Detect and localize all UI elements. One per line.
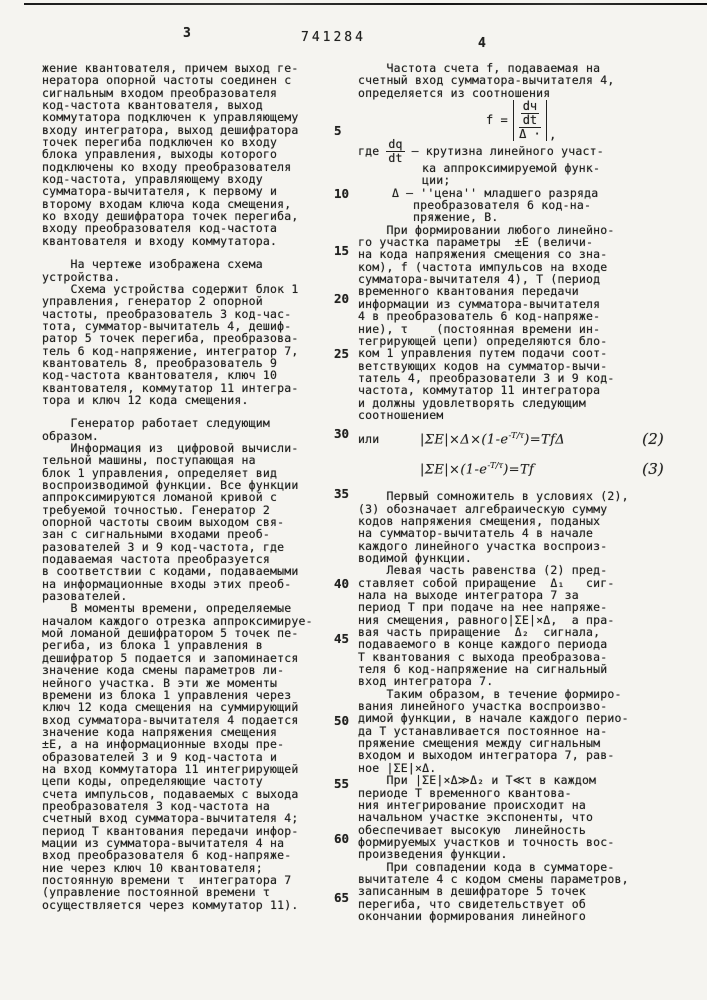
fraction bbox=[519, 98, 541, 141]
absolute-value-bars bbox=[513, 100, 547, 141]
text-line: блока управления, выходы которого bbox=[42, 147, 278, 162]
text-line: ния смещения, равного|ΣЕ|×Δ, а пра- bbox=[358, 612, 615, 627]
text-line: В моменты времени, определяемые bbox=[42, 601, 292, 616]
gutter-line-number: 25 bbox=[334, 346, 350, 361]
text-line: тора и ключ 12 кода смещения. bbox=[42, 392, 249, 407]
gutter-line-number: 45 bbox=[334, 631, 350, 646]
definition-text: крутизна линейного участ- bbox=[425, 144, 604, 159]
equation-tail: )=TfΔ bbox=[524, 432, 566, 448]
text-line: вая часть приращение Δ₂ сигнала, bbox=[358, 625, 601, 640]
text-line: воспроизводимой функции. Все функции bbox=[42, 478, 299, 492]
equation-number: (3) bbox=[642, 459, 664, 478]
text-line: вычитателе 4 с кодом смены параметров, bbox=[358, 871, 629, 886]
text-line: ние через ключ 10 квантователя; bbox=[42, 860, 263, 875]
equation-exponent: -T/τ bbox=[508, 431, 525, 442]
text-line: началом каждого отрезка аппроксимируе- bbox=[42, 613, 313, 628]
equation-factor: ×Δ×(1-e bbox=[449, 432, 509, 448]
text-line: окончании формирования линейного bbox=[358, 908, 586, 923]
text-line: перегиба, что свидетельствует об bbox=[358, 896, 586, 911]
text-line: значение кода смены параметров ли- bbox=[42, 663, 285, 678]
left-column-page-number: 3 bbox=[183, 26, 191, 41]
text-line: определяется из соотношения bbox=[358, 85, 551, 100]
text-line: вход интегратора 7. bbox=[358, 674, 494, 689]
text-line: разователей. bbox=[42, 589, 128, 604]
text-line: произведения функции. bbox=[358, 847, 508, 862]
text-line: Генератор работает следующим bbox=[42, 416, 270, 431]
formula-lhs: f = bbox=[486, 112, 508, 127]
page-top-rule bbox=[24, 3, 707, 5]
text-line: На чертеже изображена схема bbox=[42, 257, 263, 272]
text-line: входу преобразователя код-частота bbox=[42, 221, 278, 236]
fraction-numerator: dч bbox=[522, 98, 538, 113]
text-line: преобразователя 6 код-на- bbox=[413, 198, 592, 213]
text-line: начальном участке экспоненты, что bbox=[358, 810, 594, 825]
text-line: подаваемая частота преобразуется bbox=[42, 552, 270, 567]
text-line: ком 1 управления путем подачи соот- bbox=[358, 346, 608, 361]
right-column-page-number: 4 bbox=[478, 36, 486, 51]
fraction-numerator: dq bbox=[388, 137, 403, 152]
text-line: точек перегиба подключен ко входу bbox=[42, 135, 278, 150]
text-line: подаваемого в конце каждого периода bbox=[358, 637, 608, 652]
text-line: счетный вход сумматора-вычитателя 4; bbox=[42, 811, 299, 826]
text-line: период Т квантования передачи инфор- bbox=[42, 823, 299, 838]
equation-number: (2) bbox=[642, 429, 664, 448]
text-line: Информация из цифровой вычисли- bbox=[42, 440, 299, 455]
text-line: цепи коды, определяющие частоту bbox=[42, 774, 263, 789]
text-line: вход преобразователя 6 код-напряже- bbox=[42, 848, 292, 863]
equations-block bbox=[358, 426, 690, 481]
text-line: разователей 3 и 9 код-частота, где bbox=[42, 539, 285, 554]
text-line: региба, из блока 1 управления в bbox=[42, 638, 263, 653]
equation-body bbox=[420, 430, 565, 447]
text-line: сумматора-вычитателя, к первому и bbox=[42, 184, 278, 199]
text-line: го участка параметры ±Е (величи- bbox=[358, 235, 594, 250]
text-line: периоде Т временного квантова- bbox=[358, 785, 572, 800]
gutter-line-number: 20 bbox=[334, 291, 350, 306]
text-line: формируемых участков и точность вос- bbox=[358, 834, 615, 849]
text-line: подключены ко входу преобразователя bbox=[42, 159, 292, 174]
text-line: При формировании любого линейно- bbox=[358, 222, 615, 237]
text-line: опорной частоты своим выходом свя- bbox=[42, 515, 285, 530]
text-line: частота, коммутатор 11 интегратора bbox=[358, 383, 601, 398]
text-line: блок 1 управления, определяет вид bbox=[42, 465, 278, 480]
definition-row-dqdt bbox=[358, 137, 690, 166]
text-line: аппроксимируются ломаной кривой с bbox=[42, 490, 278, 505]
text-line: тель 6 код-напряжение, интегратор 7, bbox=[42, 343, 299, 358]
text-line: ратор 5 точек перегиба, преобразова- bbox=[42, 331, 299, 346]
gutter-line-number: 30 bbox=[334, 426, 350, 441]
text-line: ключ 12 кода смещения на суммирующий bbox=[42, 700, 299, 715]
text-line: При совпадении кода в сумматоре- bbox=[358, 859, 615, 874]
equation-tail: )=Tf bbox=[503, 462, 535, 478]
gutter-line-number: 60 bbox=[334, 831, 350, 846]
text-line: информации из сумматора-вычитателя bbox=[358, 296, 601, 311]
text-line: ком), f (частота импульсов на входе bbox=[358, 259, 608, 274]
gutter-line-number: 40 bbox=[334, 576, 350, 591]
text-line: квантователя и входу коммутатора. bbox=[42, 233, 278, 248]
formula-count-frequency bbox=[358, 99, 690, 141]
equation-3 bbox=[358, 456, 690, 481]
text-line: счета импульсов, подаваемых с выхода bbox=[42, 786, 299, 801]
equation-body bbox=[420, 460, 534, 477]
text-line: сумматора-вычитателя 4), Т (период bbox=[358, 272, 601, 287]
gutter-line-number: 10 bbox=[334, 186, 350, 201]
text-line: ко входу дешифратора точек перегиба, bbox=[42, 209, 299, 224]
text-line: 4 в преобразователь 6 код-напряже- bbox=[358, 309, 601, 324]
text-line: ветствующих кодов на сумматор-вычи- bbox=[358, 358, 608, 373]
text-line: Левая часть равенства (2) пред- bbox=[358, 563, 608, 578]
definition-text: ''цена'' младшего разряда bbox=[420, 185, 599, 200]
text-line: на сумматор-вычитатель 4 в начале bbox=[358, 526, 594, 541]
definition-dash: — bbox=[411, 144, 419, 159]
text-line: образом. bbox=[42, 428, 99, 443]
text-line: ние), τ (постоянная времени ин- bbox=[358, 321, 601, 336]
text-line: нейного участка. В эти же моменты bbox=[42, 675, 278, 690]
text-line: татель 4, преобразователи 3 и 9 код- bbox=[358, 370, 615, 385]
equation-exponent: -T/τ bbox=[487, 461, 504, 472]
fraction-denominator: dt bbox=[522, 112, 538, 127]
definition-symbol: Δ bbox=[392, 185, 400, 200]
text-line: ка аппроксимируемой функ- bbox=[422, 161, 601, 176]
gutter-line-number: 5 bbox=[334, 123, 342, 138]
text-line: записанным в дешифраторе 5 точек bbox=[358, 884, 586, 899]
text-line: преобразователя 3 код-частота на bbox=[42, 798, 270, 813]
text-line: соотношением bbox=[358, 407, 444, 422]
right-text-column bbox=[358, 62, 690, 922]
patent-number: 741284 bbox=[301, 30, 366, 45]
text-line: нала на выходе интегратора 7 за bbox=[358, 588, 579, 602]
fraction bbox=[521, 98, 539, 127]
text-line: мации из сумматора-вычитателя 4 на bbox=[42, 835, 285, 850]
text-line: пряжение смещения между сигнальным bbox=[358, 736, 601, 751]
text-line: значение кода напряжения смещения bbox=[42, 724, 278, 739]
text-line: ставляет собой приращение Δ₁ сиг- bbox=[358, 575, 615, 590]
text-line: входу интегратора, выход дешифратора bbox=[42, 122, 299, 137]
text-line: управления, генератор 2 опорной bbox=[42, 294, 263, 309]
text-line: Частота счета f, подаваемая на bbox=[358, 61, 601, 75]
gutter-line-number: 15 bbox=[334, 243, 350, 258]
gutter-line-number: 35 bbox=[334, 486, 350, 501]
equation-abs-term: |ΣE| bbox=[420, 432, 450, 448]
gutter-line-number: 50 bbox=[334, 713, 350, 728]
text-line: код-частота квантователя, ключ 10 bbox=[42, 368, 278, 383]
text-line: в соответствии с кодами, подаваемыми bbox=[42, 564, 299, 579]
text-line: (3) обозначает алгебраическую сумму bbox=[358, 501, 608, 516]
text-line: на информационные входы этих преоб- bbox=[42, 576, 292, 591]
text-line: мой ломаной дешифратором 5 точек пе- bbox=[42, 626, 299, 641]
text-line: требуемой точностью. Генератор 2 bbox=[42, 502, 270, 517]
text-line: тота, сумматор-вычитатель 4, дешиф- bbox=[42, 318, 292, 333]
fraction-numerator bbox=[519, 98, 541, 128]
text-line: нератора опорной частоты соединен с bbox=[42, 73, 292, 88]
fraction-denominator: dt bbox=[388, 151, 403, 166]
text-line: входом и выходом интегратора 7, рав- bbox=[358, 748, 615, 763]
text-line: жение квантователя, причем выход ге- bbox=[42, 61, 299, 75]
equation-abs-term: |ΣE| bbox=[420, 462, 450, 478]
text-line: Т квантования с выхода преобразова- bbox=[358, 649, 608, 664]
text-line: период Т при подаче на нее напряже- bbox=[358, 600, 608, 615]
fraction bbox=[386, 139, 404, 164]
text-line: кодов напряжения смещения, поданых bbox=[358, 513, 601, 528]
text-line: тегрирующей цепи) определяются бло- bbox=[358, 333, 608, 348]
text-line: вход сумматора-вычитателя 4 подается bbox=[42, 712, 299, 727]
text-line: счетный вход сумматора-вычитателя 4, bbox=[358, 73, 615, 88]
text-line: зан с сигнальными входами преоб- bbox=[42, 527, 270, 542]
text-line: Таким образом, в течение формиро- bbox=[358, 686, 622, 701]
formula-comma: , bbox=[549, 127, 557, 142]
text-line: квантователь 8, преобразователь 9 bbox=[42, 355, 278, 370]
text-line: ния интегрирование происходит на bbox=[358, 797, 586, 812]
text-line: осуществляется через коммутатор 11). bbox=[42, 897, 299, 912]
text-line: частоты, преобразователь 3 код-час- bbox=[42, 306, 292, 321]
text-line: обеспечивает высокую линейность bbox=[358, 822, 586, 837]
text-line: времени из блока 1 управления через bbox=[42, 687, 292, 702]
text-line: код-частота, управляющему входу bbox=[42, 172, 263, 187]
equation-2 bbox=[358, 426, 690, 451]
left-text-column bbox=[42, 62, 338, 911]
definition-dash: — bbox=[406, 185, 414, 200]
text-line: постоянную времени τ интегратора 7 bbox=[42, 873, 292, 887]
text-line: ное |ΣЕ|×Δ. bbox=[358, 760, 437, 775]
equation-label: или bbox=[358, 431, 380, 446]
text-line: димой функции, в начале каждого перио- bbox=[358, 711, 629, 726]
text-line: устройства. bbox=[42, 269, 121, 284]
text-line: дешифратор 5 подается и запоминается bbox=[42, 650, 299, 665]
equation-factor: ×(1-e bbox=[449, 462, 488, 478]
text-line: на вход коммутатора 11 интегрирующей bbox=[42, 761, 299, 776]
text-line: код-частота квантователя, выход bbox=[42, 98, 263, 113]
text-line: (управление постоянной времени τ bbox=[42, 885, 270, 900]
text-line: квантователя, коммутатор 11 интегра- bbox=[42, 380, 299, 395]
text-line: теля 6 код-напряжение на сигнальный bbox=[358, 662, 608, 677]
text-line: да Т устанавливается постоянное на- bbox=[358, 723, 608, 738]
text-line: и должны удовлетворять следующим bbox=[358, 395, 586, 410]
text-line: временного квантования передачи bbox=[358, 284, 579, 299]
text-line: ции; bbox=[422, 173, 451, 188]
text-line: на кода напряжения смещения со зна- bbox=[358, 247, 608, 262]
text-line: образователей 3 и 9 код-частота и bbox=[42, 749, 278, 764]
text-line: водимой функции. bbox=[358, 550, 472, 565]
text-line: При |ΣЕ|×Δ≫Δ₂ и Т≪τ в каждом bbox=[358, 773, 597, 788]
gutter-line-number: 65 bbox=[334, 890, 350, 905]
text-line: вания линейного участка воспроизво- bbox=[358, 699, 608, 714]
text-line: второму входам ключа кода смещения, bbox=[42, 196, 292, 211]
definition-intro: где bbox=[358, 144, 380, 159]
text-line: ±Е, а на информационные входы пре- bbox=[42, 737, 285, 752]
gutter-line-number: 55 bbox=[334, 776, 350, 791]
text-line: каждого линейного участка воспроиз- bbox=[358, 538, 608, 553]
text-line: коммутатора подключен к управляющему bbox=[42, 110, 299, 125]
text-line: тельной машины, поступающая на bbox=[42, 453, 256, 468]
text-line: сигнальным входом преобразователя bbox=[42, 85, 278, 100]
fraction-denominator: Δ · bbox=[519, 126, 541, 141]
text-line: Первый сомножитель в условиях (2), bbox=[358, 489, 629, 504]
text-line: пряжение, В. bbox=[413, 210, 499, 225]
text-line: Схема устройства содержит блок 1 bbox=[42, 281, 299, 296]
